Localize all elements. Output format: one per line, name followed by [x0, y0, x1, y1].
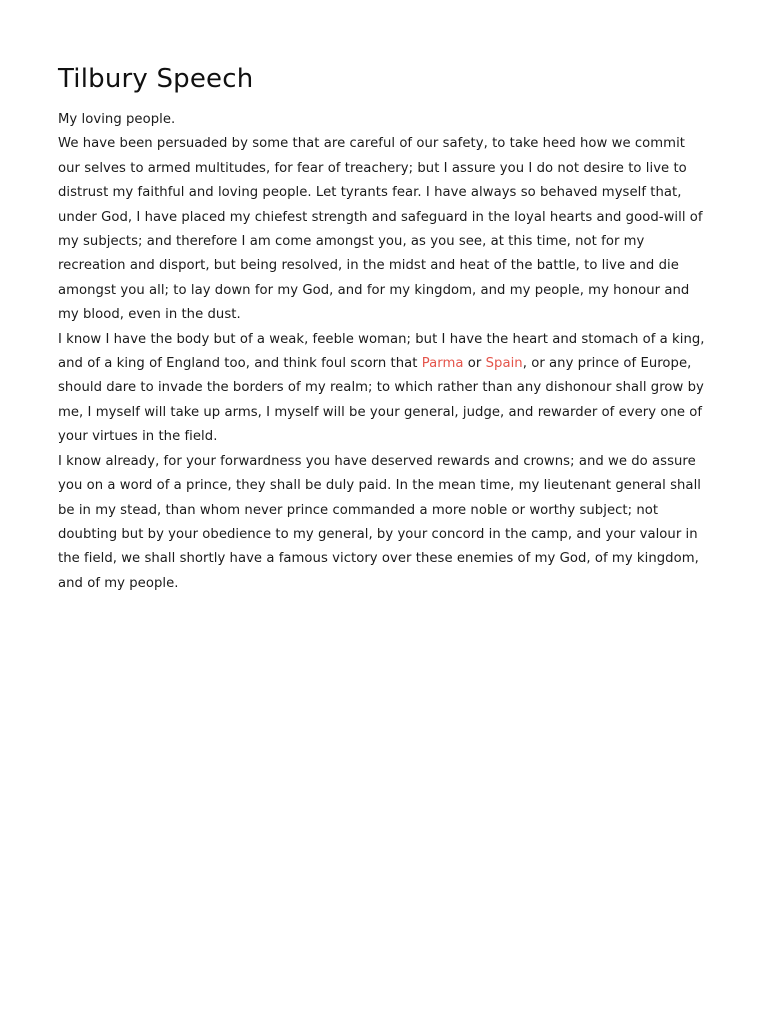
speech-body	[58, 108, 710, 596]
link-parma[interactable]: Parma	[421, 356, 464, 372]
paragraph-text: , or any prince of Europe, should dare to invade the borders of my realm; to which rather than any dishonour shall grow by me, I myself will take up arms, I myself will be your general, judge, and rewarder of every one of your virtues in the field.	[58, 356, 704, 445]
paragraph-greeting: My loving people.	[58, 112, 176, 127]
paragraph-text: I know I have the body but of a weak, feeble woman; but I have the heart and stomach of a king, and of a king of England too, and think foul scorn that	[58, 331, 705, 372]
paragraph-safety: We have been persuaded by some that are careful of our safety, to take heed how we commit our selves to armed multitudes, for fear of treachery; but I assure you I do not desire to live to distrust my faithful and loving people. Let tyrants fear. I have always so behaved myself that, under God, I have placed my chiefest strength and safeguard in the loyal hearts and good-will of my subjects; and therefore I am come amongst you, as you see, at this time, not for my recreation and disport, but being resolved, in the midst and heat of the battle, to live and die amongst you all; to lay down for my God, and for my kingdom, and my people, my honour and my blood, even in the dust.	[58, 136, 703, 323]
paragraph-text: or	[463, 356, 486, 372]
paragraph-rewards: I know already, for your forwardness you have deserved rewards and crowns; and we do assure you on a word of a prince, they shall be duly paid. In the mean time, my lieutenant general shall be in my stead, than whom never prince commanded a more noble or worthy subject; not doubting but by your obedience to my general, by your concord in the camp, and your valour in the field, we shall shortly have a famous victory over these enemies of my God, of my kingdom, and of my people.	[58, 453, 701, 591]
paragraph-body-of-woman	[58, 328, 710, 450]
page-title: Tilbury Speech	[58, 64, 254, 94]
link-spain[interactable]: Spain	[485, 356, 523, 372]
